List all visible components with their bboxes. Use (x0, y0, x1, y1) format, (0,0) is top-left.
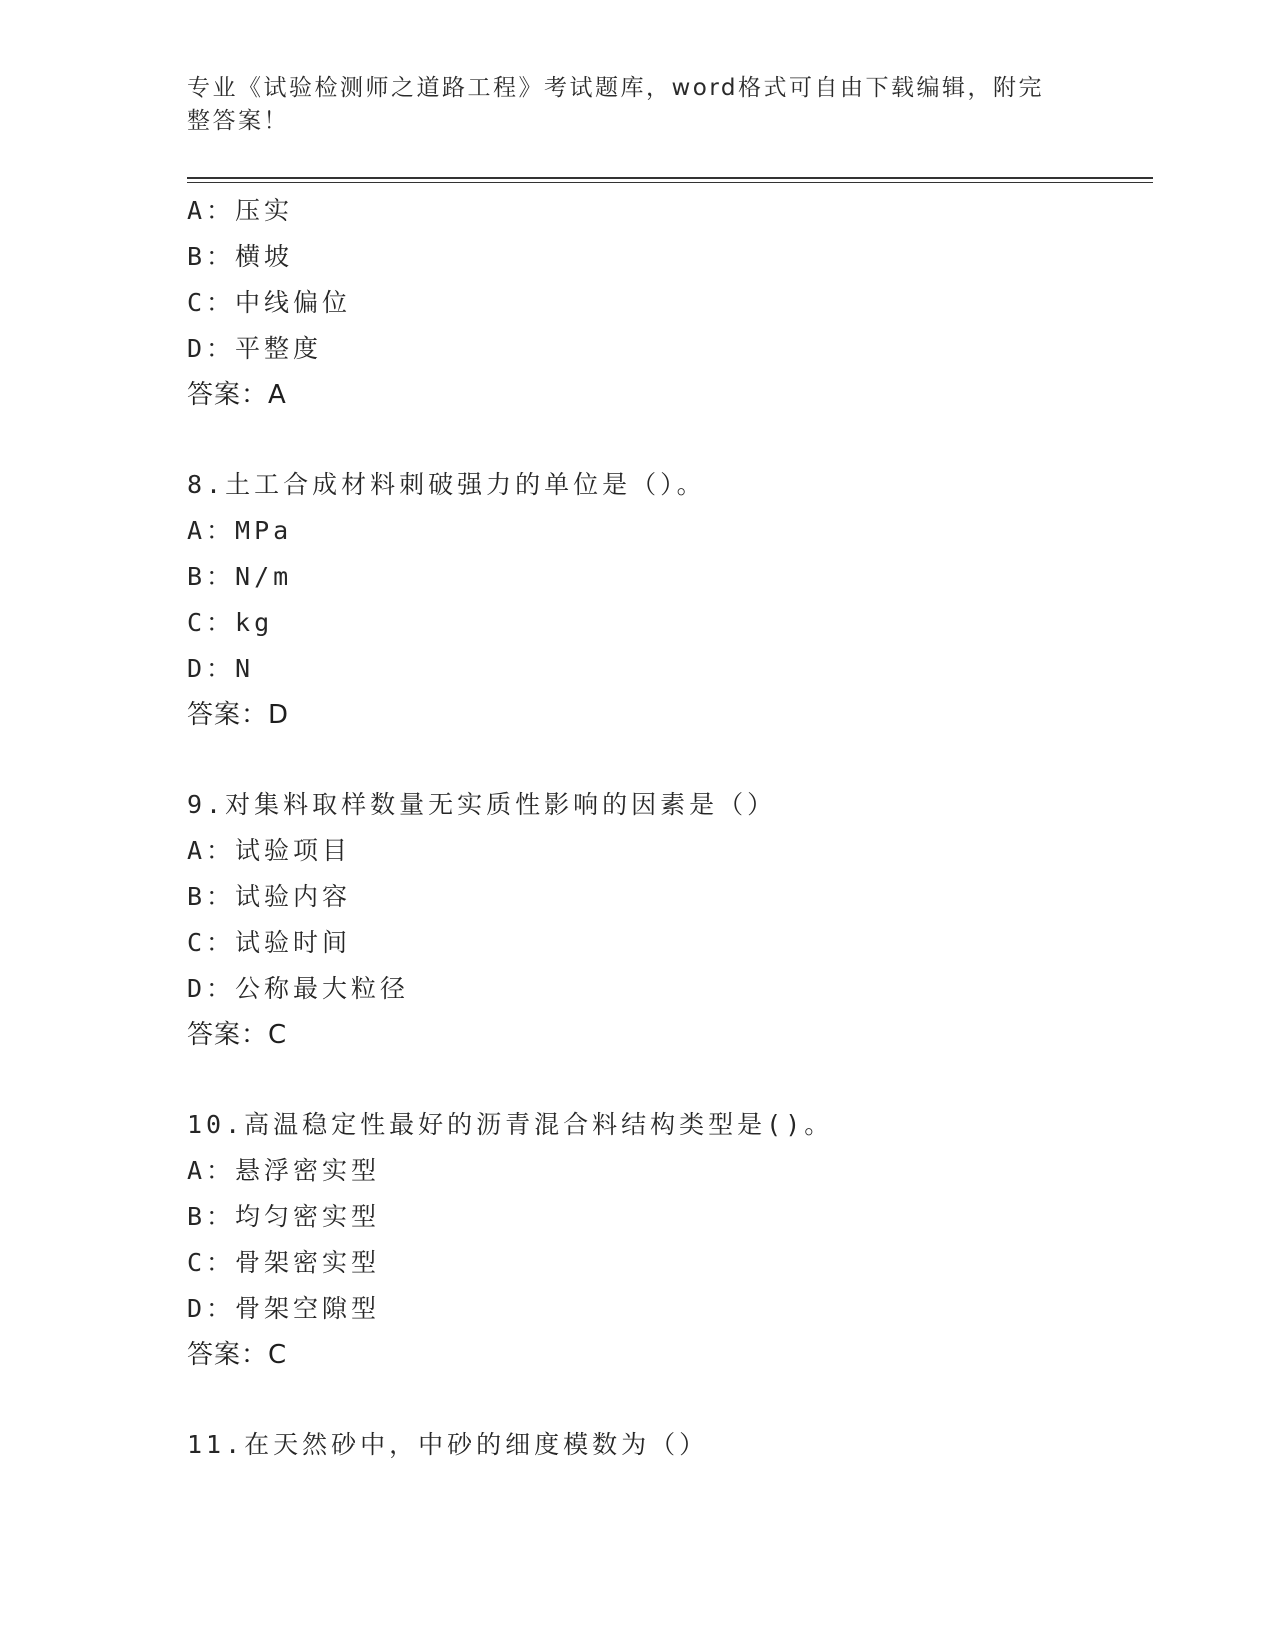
option-a: A：试验项目 (187, 836, 352, 865)
option-b: B：横坡 (187, 242, 294, 271)
option-b: B：N/m (187, 562, 293, 591)
question-block-11 (187, 1422, 1147, 1468)
question-block-10 (187, 1102, 1147, 1378)
question-text: 8.土工合成材料刺破强力的单位是（）。 (187, 470, 706, 499)
option-c: C：kg (187, 608, 274, 637)
option-d: D：公称最大粒径 (187, 974, 410, 1003)
question-list (187, 188, 1147, 1468)
option-c: C：试验时间 (187, 928, 352, 957)
option-b: B：均匀密实型 (187, 1202, 381, 1231)
header-divider-thick (187, 177, 1153, 179)
header-divider-thin (187, 182, 1153, 183)
option-d: D：骨架空隙型 (187, 1294, 381, 1323)
option-a: A：MPa (187, 516, 293, 545)
question-block-8 (187, 462, 1147, 738)
option-c: C：中线偏位 (187, 288, 352, 317)
option-a: A：悬浮密实型 (187, 1156, 381, 1185)
answer-line: 答案：D (187, 700, 290, 730)
option-d: D：平整度 (187, 334, 323, 363)
answer-line: 答案：C (187, 1020, 288, 1050)
option-c: C：骨架密实型 (187, 1248, 381, 1277)
question-text: 9.对集料取样数量无实质性影响的因素是（） (187, 790, 777, 819)
answer-line: 答案：A (187, 380, 287, 410)
question-block-9 (187, 782, 1147, 1058)
option-b: B：试验内容 (187, 882, 352, 911)
answer-line: 答案：C (187, 1340, 288, 1370)
document-header: 专业《试验检测师之道路工程》考试题库，word格式可自由下载编辑，附完整答案！ (187, 75, 1045, 134)
question-block-7 (187, 188, 1147, 418)
question-text: 10.高温稳定性最好的沥青混合料结构类型是()。 (187, 1110, 834, 1139)
question-text: 11.在天然砂中，中砂的细度模数为（） (187, 1430, 709, 1459)
option-a: A：压实 (187, 196, 294, 225)
option-d: D：N (187, 654, 255, 683)
